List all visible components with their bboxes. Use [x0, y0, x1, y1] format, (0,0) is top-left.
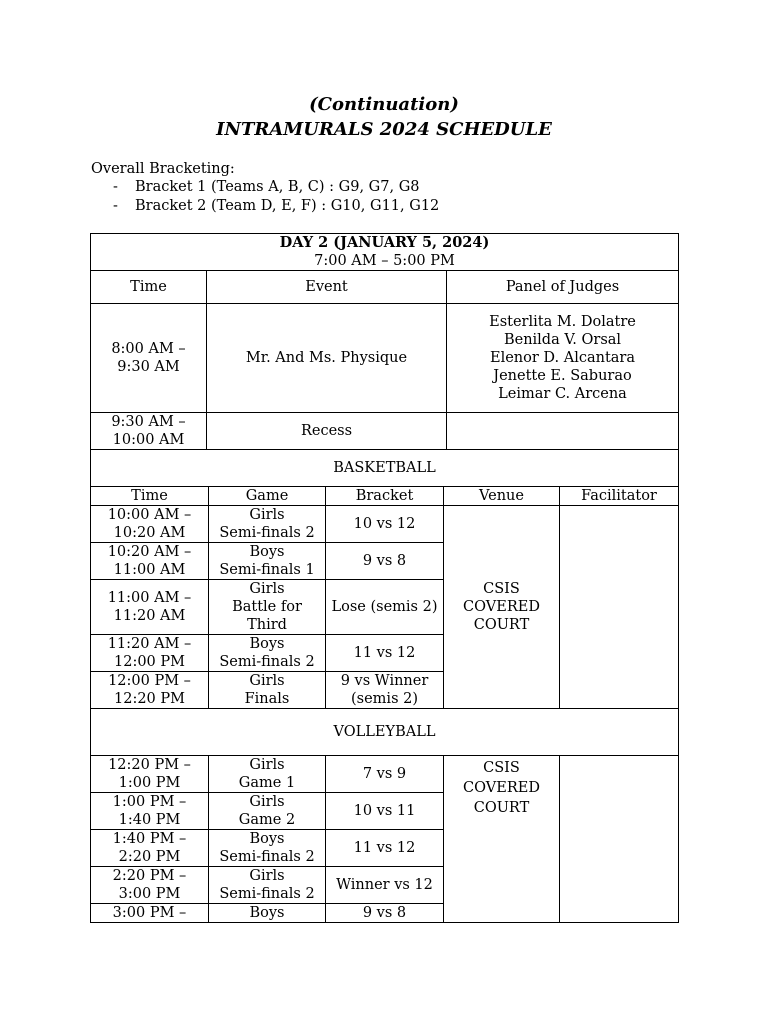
game-cell: Boys: [209, 904, 326, 923]
event-cell: Recess: [207, 413, 447, 450]
bracket-cell: 10 vs 11: [326, 793, 444, 830]
game-cell: Boys Semi-finals 2: [209, 635, 326, 672]
game-cell: Girls Game 1: [209, 756, 326, 793]
game-cell: Girls Game 2: [209, 793, 326, 830]
day-header-cell: [91, 234, 679, 271]
header-event: Event: [207, 271, 447, 304]
judges-cell: [447, 413, 679, 450]
bullet-dash: -: [113, 198, 118, 214]
time-cell: 1:00 PM – 1:40 PM: [91, 793, 209, 830]
header-facilitator: Facilitator: [560, 487, 679, 506]
header-time: Time: [91, 487, 209, 506]
games-table: [90, 486, 679, 923]
game-cell: Girls Finals: [209, 672, 326, 709]
venue-cell: CSIS COVERED COURT: [444, 506, 560, 709]
table-row: [91, 413, 679, 450]
bracket-item-text: Bracket 1 (Teams A, B, C) : G9, G7, G8: [135, 179, 420, 195]
day-title: DAY 2 (JANUARY 5, 2024): [279, 234, 490, 251]
header-venue: Venue: [444, 487, 560, 506]
time-cell: 10:00 AM – 10:20 AM: [91, 506, 209, 543]
venue-cell: CSIS COVERED COURT: [444, 756, 560, 923]
time-cell: 11:20 AM – 12:00 PM: [91, 635, 209, 672]
time-cell: 1:40 PM – 2:20 PM: [91, 830, 209, 867]
bracket-cell: 11 vs 12: [326, 830, 444, 867]
bracket-cell: 9 vs 8: [326, 543, 444, 580]
time-cell: 11:00 AM – 11:20 AM: [91, 580, 209, 635]
page-title: INTRAMURALS 2024 SCHEDULE: [216, 119, 552, 140]
table-row: [91, 506, 679, 543]
time-cell: 2:20 PM – 3:00 PM: [91, 867, 209, 904]
header-time: Time: [91, 271, 207, 304]
section-row: [91, 450, 679, 487]
game-cell: Boys Semi-finals 1: [209, 543, 326, 580]
table-row: [91, 756, 679, 793]
table-row: [91, 304, 679, 413]
bracket-cell: 9 vs Winner (semis 2): [326, 672, 444, 709]
time-cell: 10:20 AM – 11:00 AM: [91, 543, 209, 580]
bracket-cell: 9 vs 8: [326, 904, 444, 923]
table-header-row: [91, 271, 679, 304]
continuation-label: (Continuation): [309, 94, 459, 115]
bracket-cell: 10 vs 12: [326, 506, 444, 543]
bracket-cell: 7 vs 9: [326, 756, 444, 793]
day-header-row: [91, 234, 679, 271]
bracket-item-text: Bracket 2 (Team D, E, F) : G10, G11, G12: [135, 198, 440, 214]
time-cell: 12:20 PM – 1:00 PM: [91, 756, 209, 793]
header-game: Game: [209, 487, 326, 506]
table-header-row: [91, 487, 679, 506]
bracket-cell: Winner vs 12: [326, 867, 444, 904]
header-bracket: Bracket: [326, 487, 444, 506]
day-program-table: [90, 233, 679, 487]
bracket-cell: Lose (semis 2): [326, 580, 444, 635]
judges-cell: Esterlita M. Dolatre Benilda V. Orsal Elenor D. Alcantara Jenette E. Saburao Leimar C. Arcena: [447, 304, 679, 413]
bracketing-heading: Overall Bracketing:: [91, 161, 235, 177]
game-cell: Boys Semi-finals 2: [209, 830, 326, 867]
bullet-dash: -: [113, 179, 118, 195]
section-row: [91, 709, 679, 756]
day-hours: 7:00 AM – 5:00 PM: [314, 253, 455, 269]
event-cell: Mr. And Ms. Physique: [207, 304, 447, 413]
game-cell: Girls Semi-finals 2: [209, 867, 326, 904]
time-cell: 3:00 PM –: [91, 904, 209, 923]
volleyball-label: VOLLEYBALL: [91, 709, 679, 756]
facilitator-cell: [560, 756, 679, 923]
game-cell: Girls Battle for Third: [209, 580, 326, 635]
header-judges: Panel of Judges: [447, 271, 679, 304]
time-cell: 12:00 PM – 12:20 PM: [91, 672, 209, 709]
facilitator-cell: [560, 506, 679, 709]
time-cell: 9:30 AM – 10:00 AM: [91, 413, 207, 450]
time-cell: 8:00 AM – 9:30 AM: [91, 304, 207, 413]
basketball-label: BASKETBALL: [91, 450, 679, 487]
game-cell: Girls Semi-finals 2: [209, 506, 326, 543]
bracket-cell: 11 vs 12: [326, 635, 444, 672]
